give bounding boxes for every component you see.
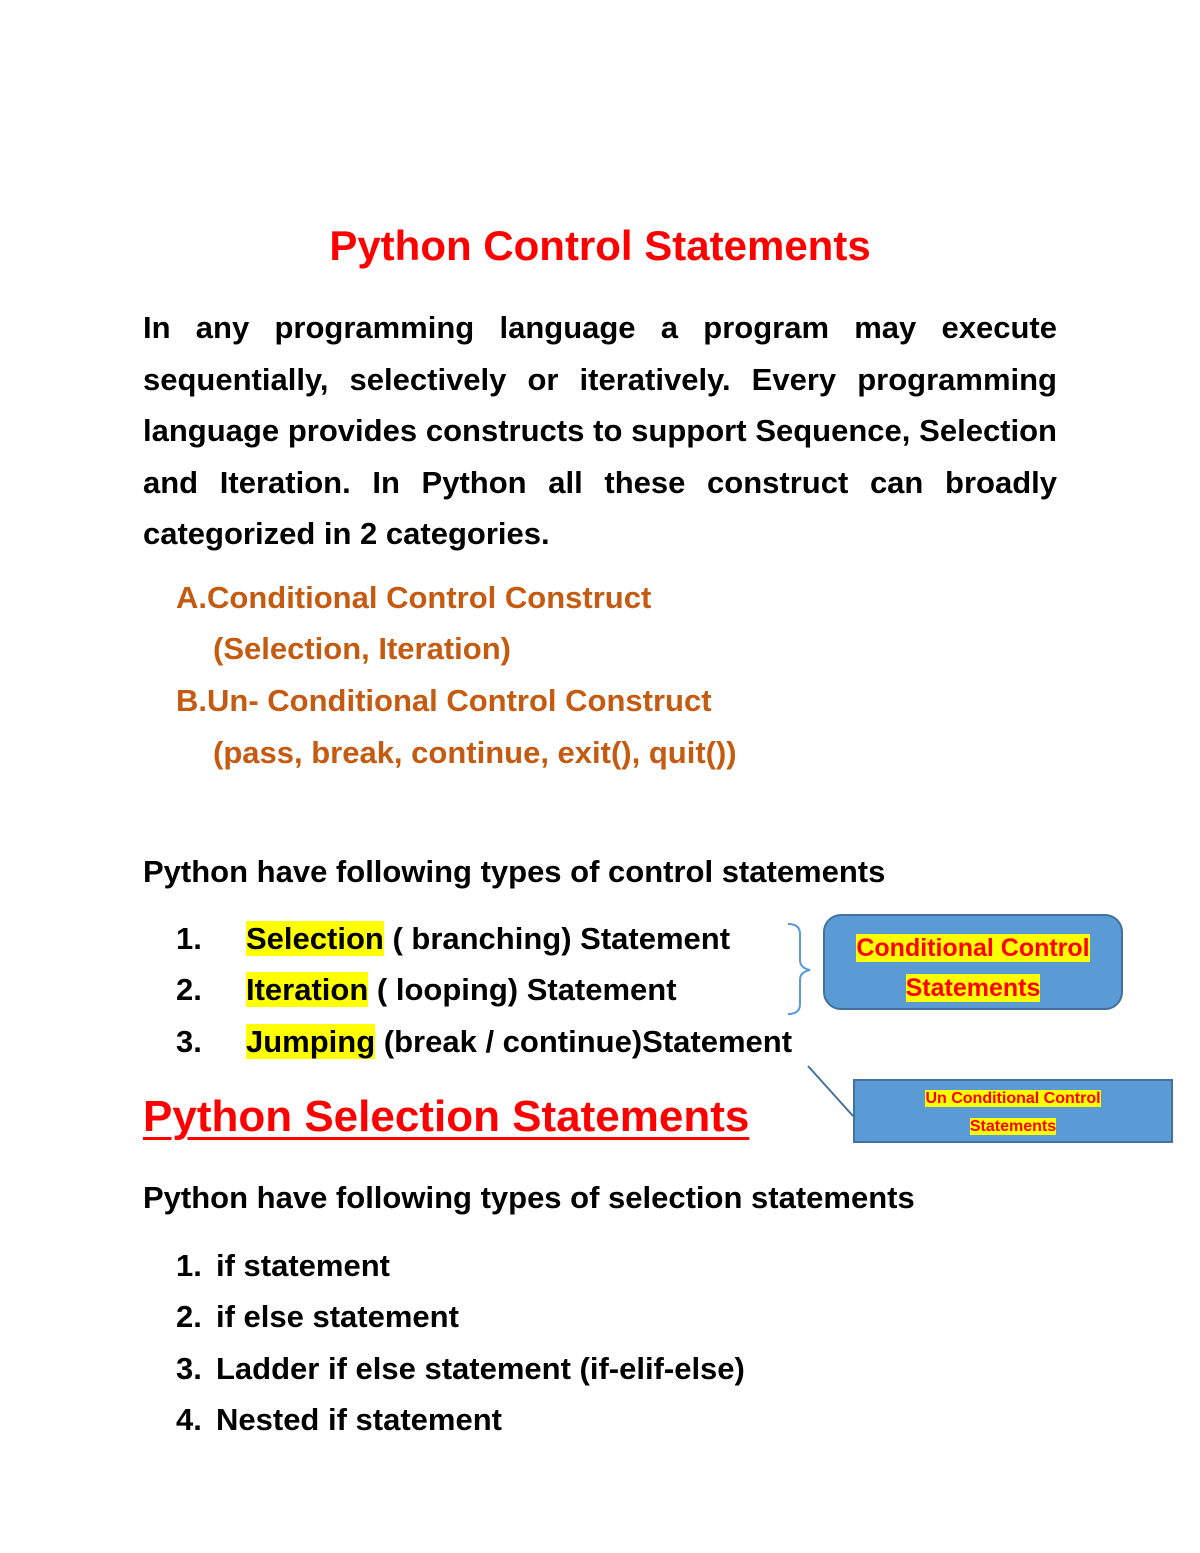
control-type-3: 3. Jumping (break / continue)Statement [176,1024,793,1059]
control-type-2: 2. Iteration ( looping) Statement [176,972,677,1007]
control-type-1: 1. Selection ( branching) Statement [176,921,731,956]
category-b-label: Un- Conditional Control Construct [207,683,712,718]
conditional-callout: Conditional Control Statements [823,914,1123,1010]
callout-connector-line [808,1066,853,1116]
category-b-marker: B. [176,683,207,718]
selection-type-4: 4. Nested if statement [176,1402,502,1437]
selection-type-1: 1. if statement [176,1248,390,1283]
right-brace-icon [788,924,810,1014]
category-a-marker: A. [176,580,207,615]
page-title: Python Control Statements [329,222,871,269]
selection-type-3: 3. Ladder if else statement (if-elif-else) [176,1351,745,1386]
intro-paragraph: In any programming language a program may execute sequentially, selectively or iteratively. Every programming language provides constructs to support Sequence, Selection and Iteration. In Python all these construct can broadly categorized in 2 categories. [143,310,1057,552]
unconditional-callout: Un Conditional Control Statements [853,1079,1173,1143]
selection-heading: Python have following types of selection statements [143,1180,915,1215]
keyword-selection: Selection [246,921,384,956]
category-a-label: Conditional Control Construct [207,580,652,615]
control-heading: Python have following types of control statements [143,854,886,889]
keyword-iteration: Iteration [246,972,369,1007]
category-b-sub: (pass, break, continue, exit(), quit()) [213,735,737,770]
keyword-jumping: Jumping [246,1024,376,1059]
selection-title: Python Selection Statements [143,1092,750,1141]
category-a-sub: (Selection, Iteration) [213,631,511,666]
selection-type-2: 2. if else statement [176,1299,459,1334]
